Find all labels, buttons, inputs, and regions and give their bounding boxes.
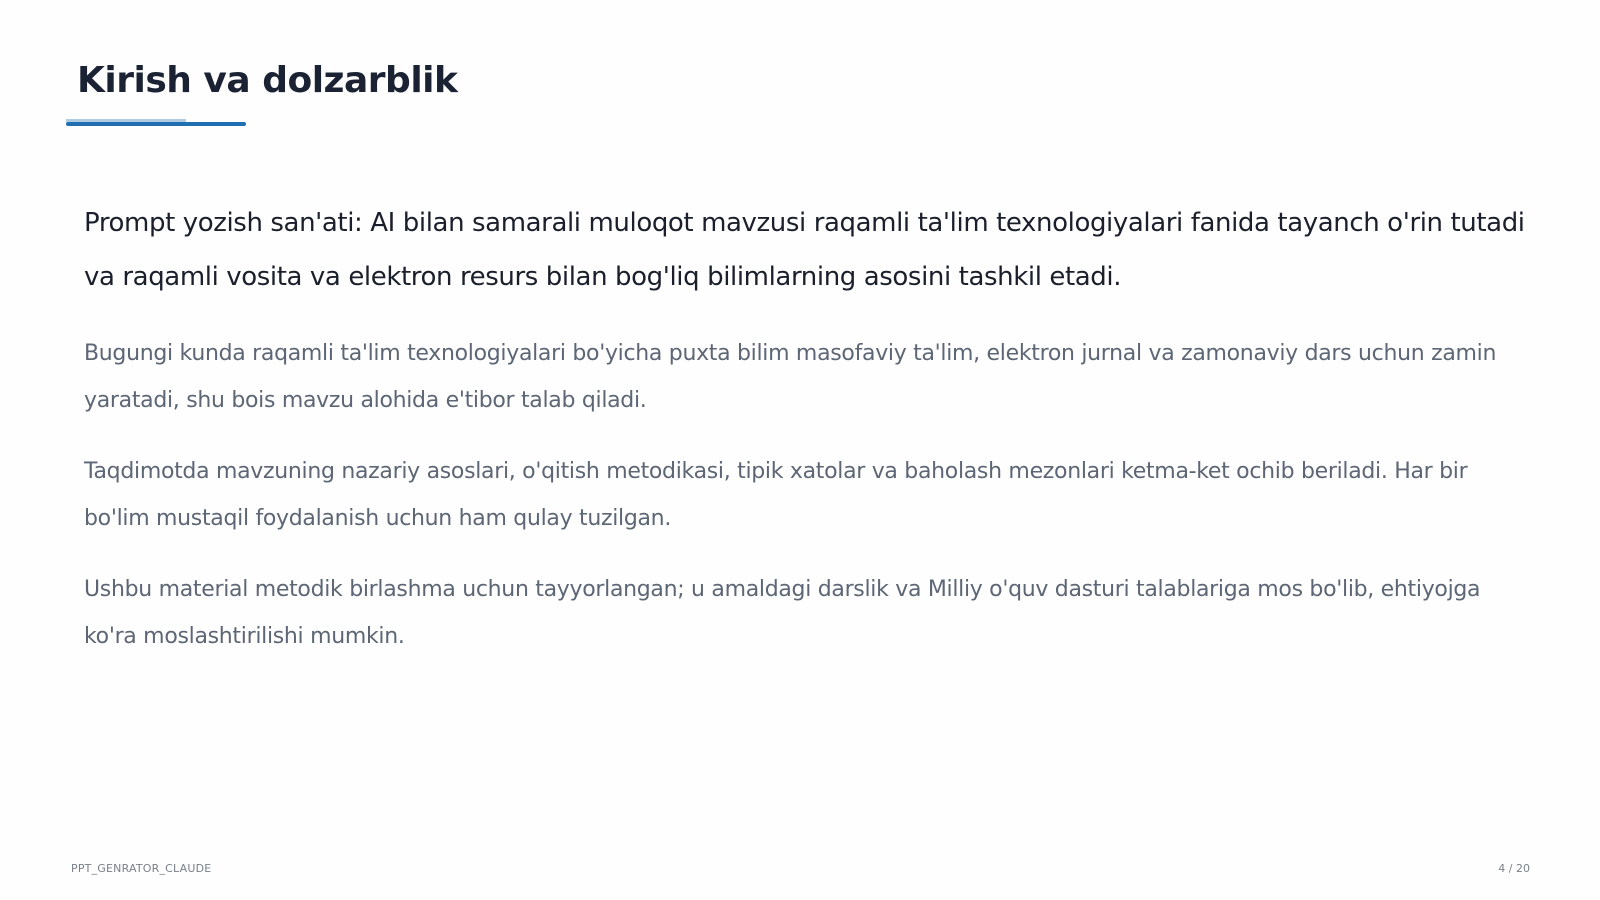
body-paragraph-1: Bugungi kunda raqamli ta'lim texnologiyalari bo'yicha puxta bilim masofaviy ta'lim, elektron jurnal va zamonaviy dars uchun zamin yaratadi, shu bois mavzu alohida e'tibor talab qiladi. [84,341,1497,413]
footer-page-number: 4 / 20 [1498,862,1530,875]
slide-content [84,196,1534,684]
footer-source-label: PPT_GENRATOR_CLAUDE [71,862,212,875]
title-underline [66,122,246,126]
body-paragraph-2: Taqdimotda mavzuning nazariy asoslari, o'qitish metodikasi, tipik xatolar va baholash mezonlari ketma-ket ochib beriladi. Har bir bo'lim mustaqil foydalanish uchun ham qulay tuzilgan. [84,459,1468,531]
slide-title: Kirish va dolzarblik [77,60,458,101]
lead-paragraph: Prompt yozish san'ati: AI bilan samarali muloqot mavzusi raqamli ta'lim texnologiyalari fanida tayanch o'rin tutadi va raqamli vosita va elektron resurs bilan bog'liq bilimlarning asosini tashkil etadi. [84,208,1525,292]
body-paragraph-3: Ushbu material metodik birlashma uchun tayyorlangan; u amaldagi darslik va Milliy o'quv dasturi talablariga mos bo'lib, ehtiyojga ko'ra moslashtirilishi mumkin. [84,577,1481,649]
